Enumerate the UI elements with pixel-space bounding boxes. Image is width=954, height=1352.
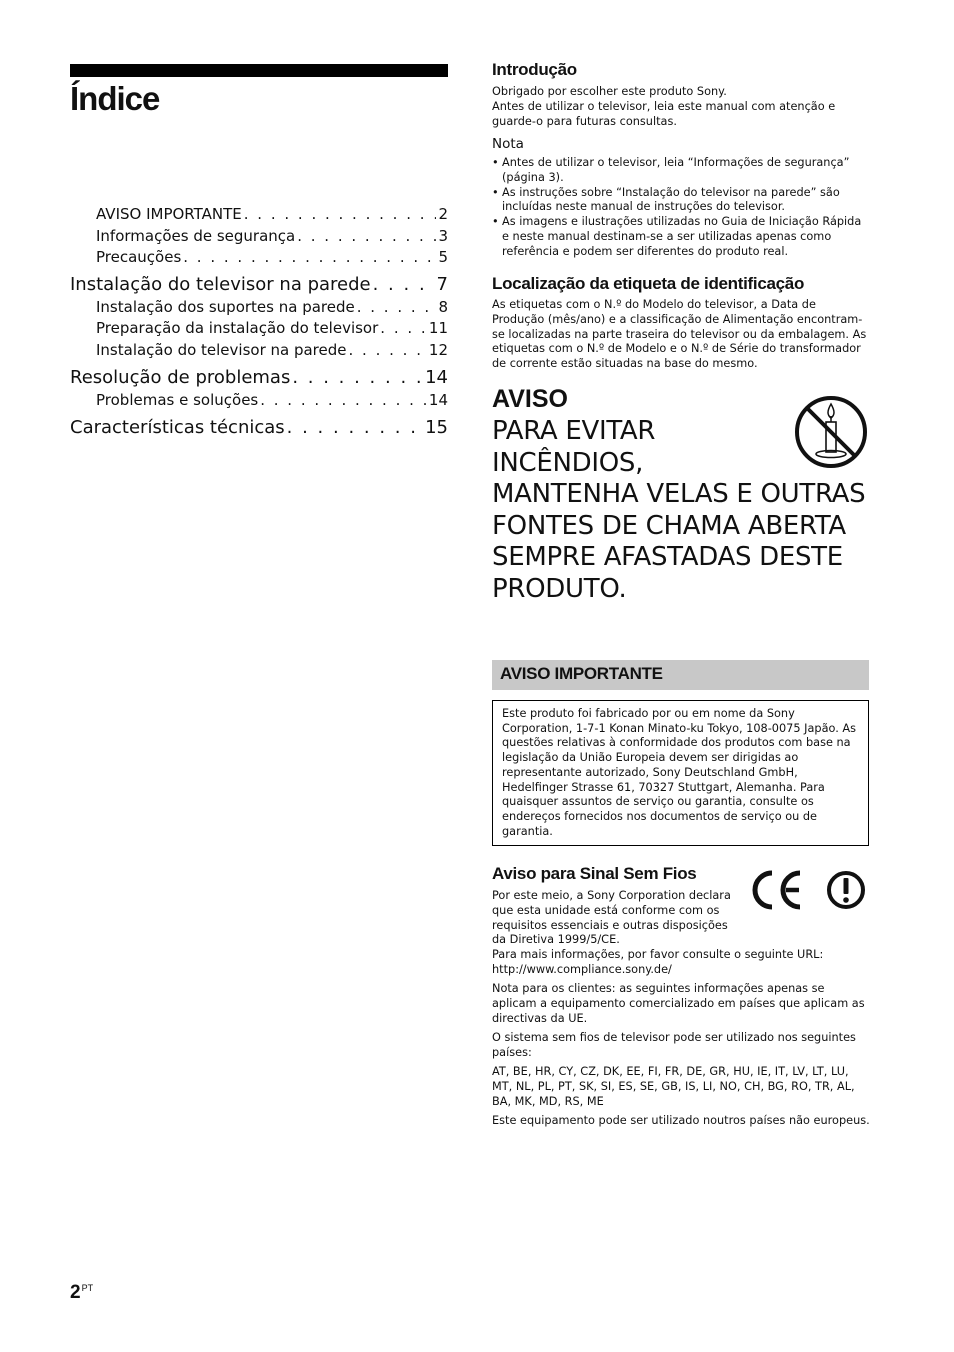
toc-entry[interactable] [96, 248, 448, 266]
toc-label: Características técnicas [70, 417, 285, 438]
toc-leader [260, 391, 427, 409]
wireless-line: requisitos essenciais e outras disposições [492, 918, 728, 932]
intro-line: Obrigado por escolher este produto Sony. [492, 85, 727, 98]
toc-label: Instalação do televisor na parede [96, 341, 347, 359]
title-rule [70, 64, 448, 77]
toc-page: 14 [425, 367, 448, 388]
important-header [492, 660, 869, 690]
page-title: Índice [70, 80, 160, 117]
toc-leader [297, 227, 436, 245]
warning-title: AVISO [492, 385, 568, 413]
toc-page: 11 [428, 319, 448, 337]
toc-leader [357, 298, 437, 316]
toc-entry[interactable] [96, 391, 448, 409]
toc-entry[interactable] [96, 341, 448, 359]
toc-label: Instalação dos suportes na parede [96, 298, 355, 316]
important-text: Este produto foi fabricado por ou em nome da Sony Corporation, 1-7-1 Konan Minato-ku Tokyo, 108-0075 Japão. As questões relativas à conformidade dos produtos com base na legislação da União Europeia devem ser dirigidas ao representante autorizado, Sony Deutschland GmbH, Hedelfinger Strasse 61, 70327 Stuttgart, Alemanha. Para quaisquer assuntos de serviço ou garantia, consulte os endereços fornecidos nos documentos de serviço ou de garantia. [502, 707, 856, 838]
wireless-heading: Aviso para Sinal Sem Fios [492, 864, 697, 883]
toc-entry[interactable] [96, 319, 448, 337]
toc-label: Instalação do televisor na parede [70, 274, 371, 295]
toc-page: 2 [438, 205, 448, 223]
wireless-non-eu: Este equipamento pode ser utilizado noutros países não europeus. [492, 1114, 870, 1127]
note-list [492, 156, 870, 260]
toc-page: 8 [438, 298, 448, 316]
ce-mark-icon [750, 869, 806, 911]
toc-entry[interactable] [96, 205, 448, 223]
warning-line: SEMPRE AFASTADAS DESTE [492, 542, 843, 573]
wireless-line: que esta unidade está conforme com os [492, 903, 720, 917]
wireless-line: da Diretiva 1999/5/CE. [492, 933, 620, 947]
wireless-countries-intro: O sistema sem fios de televisor pode ser utilizado nos seguintes países: [492, 1031, 856, 1059]
page-lang: PT [81, 1283, 94, 1293]
warning-line: PRODUTO. [492, 573, 627, 604]
toc-entry[interactable] [96, 227, 448, 245]
toc-leader [380, 319, 427, 337]
toc-leader [349, 341, 427, 359]
toc-label: Informações de segurança [96, 227, 296, 245]
toc-label: AVISO IMPORTANTE [96, 205, 242, 223]
toc-page: 7 [436, 274, 448, 295]
warning-line: FONTES DE CHAMA ABERTA [492, 510, 846, 541]
toc-entry[interactable] [70, 367, 448, 388]
toc-label: Preparação da instalação do televisor [96, 319, 379, 337]
label-text: As etiquetas com o N.º do Modelo do televisor, a Data de Produção (mês/ano) e a classificação de Alimentação encontram-se localizadas na parte traseira do televisor ou da embalagem. As etiquetas com o N.º de Modelo e o N.º de Série do transformador de corrente estão situadas na base do mesmo. [492, 298, 867, 371]
wireless-line: Para mais informações, por favor consulte o seguinte URL: [492, 948, 824, 962]
page-number [70, 1282, 93, 1304]
toc-page: 12 [428, 341, 448, 359]
page-number-value: 2 [70, 1282, 81, 1303]
wireless-line: Por este meio, a Sony Corporation declara [492, 889, 731, 902]
intro-heading: Introdução [492, 60, 577, 79]
important-box [492, 700, 869, 846]
toc-page: 15 [425, 417, 448, 438]
important-heading: AVISO IMPORTANTE [500, 664, 663, 683]
toc-leader [244, 205, 437, 223]
warning-line: INCÊNDIOS, [492, 447, 644, 478]
note-heading: Nota [492, 136, 524, 152]
toc-leader [292, 367, 423, 388]
wireless-countries: AT, BE, HR, CY, CZ, DK, EE, FI, FR, DE, GR, HU, IE, IT, LV, LT, LU, MT, NL, PL, PT, SK, SI, ES, SE, GB, IS, LI, NO, CH, BG, RO, TR, AL, BA, MK, MD, RS, ME [492, 1065, 855, 1108]
toc-entry[interactable] [70, 274, 448, 295]
toc-label: Precauções [96, 248, 182, 266]
wireless-eu-note: Nota para os clientes: as seguintes informações apenas se aplicam a equipamento comercializado em países que aplicam as directivas da UE. [492, 982, 865, 1025]
toc-leader [373, 274, 435, 295]
toc-label: Problemas e soluções [96, 391, 259, 409]
note-item: • As imagens e ilustrações utilizadas no Guia de Iniciação Rápida e neste manual destinam-se a ser utilizadas apenas como referência e podem ser diferentes do produto real. [492, 215, 870, 259]
toc-leader [287, 417, 423, 438]
warning-line: PARA EVITAR [492, 416, 656, 446]
warning-line: MANTENHA VELAS E OUTRAS [492, 479, 866, 510]
note-item: • Antes de utilizar o televisor, leia “Informações de segurança” (página 3). [492, 156, 870, 186]
toc-entry[interactable] [96, 298, 448, 316]
wireless-declaration [492, 889, 870, 978]
toc-page: 3 [438, 227, 448, 245]
toc-entry[interactable] [70, 417, 448, 438]
intro-line: Antes de utilizar o televisor, leia este manual com atenção e guarde-o para futuras consultas. [492, 99, 836, 128]
toc-page: 14 [428, 391, 448, 409]
intro-text [492, 85, 870, 129]
toc-leader [183, 248, 436, 266]
toc-page: 5 [438, 248, 448, 266]
label-heading: Localização da etiqueta de identificação [492, 274, 805, 293]
no-candle-icon [793, 394, 869, 470]
toc-label: Resolução de problemas [70, 367, 291, 388]
compliance-url[interactable]: http://www.compliance.sony.de/ [492, 962, 672, 976]
note-item: • As instruções sobre “Instalação do televisor na parede” são incluídas neste manual de instruções do televisor. [492, 186, 870, 216]
alert-circle-icon [826, 870, 866, 910]
